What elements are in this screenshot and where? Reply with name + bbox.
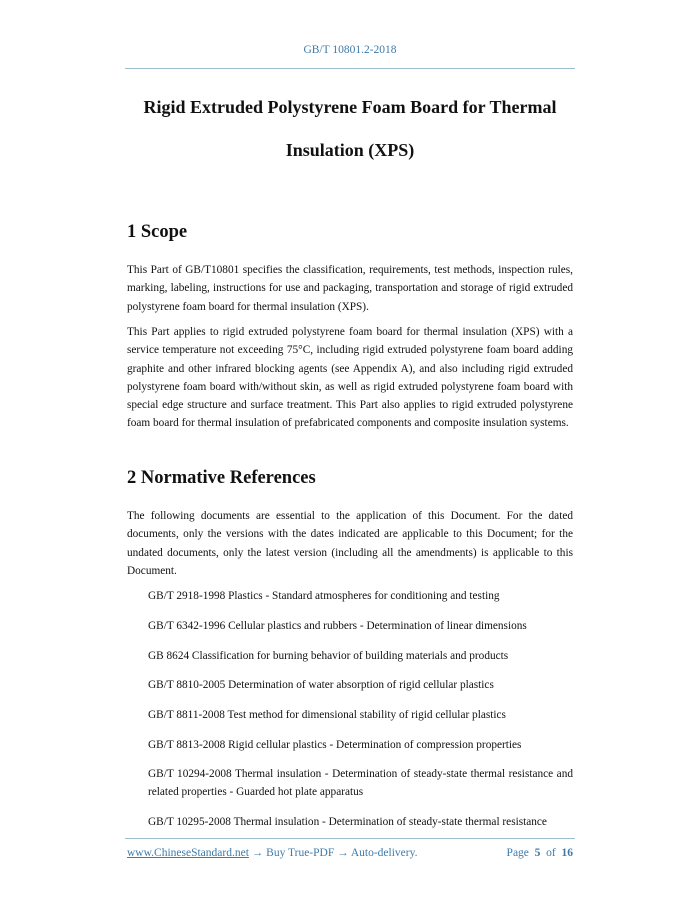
footer-promo [127,847,417,859]
total-pages: 16 [561,847,573,859]
reference-item: GB 8624 Classification for burning behavior of building materials and products [148,650,509,662]
page-label: Page [506,847,529,859]
scope-paragraph-1: This Part of GB/T10801 specifies the classification, requirements, test methods, inspection rules, marking, labeling, instructions for use and packaging, transportation and storage of rigid extruded polystyrene foam board for thermal insulation (XPS). [127,264,573,313]
current-page: 5 [534,847,541,859]
of-label: of [546,847,556,859]
document-title [100,86,600,172]
reference-item: GB/T 2918-1998 Plastics - Standard atmospheres for conditioning and testing [148,590,500,602]
page-indicator [507,847,573,859]
reference-item: GB/T 10294-2008 Thermal insulation - Determination of steady-state thermal resistance and related properties - Guarded hot plate apparatus [148,768,573,799]
website-link[interactable]: www.ChineseStandard.net [127,847,249,859]
title-line-1: Rigid Extruded Polystyrene Foam Board for Thermal [143,97,557,117]
reference-item: GB/T 10295-2008 Thermal insulation - Determination of steady-state thermal resistance [148,816,547,828]
title-line-2: Insulation (XPS) [285,140,415,160]
header-standard-code: GB/T 10801.2-2018 [303,44,397,56]
header-divider [125,68,575,69]
scope-paragraph-2: This Part applies to rigid extruded polystyrene foam board for thermal insulation (XPS) with a service temperature not exceeding 75°C, including rigid extruded polystyrene foam board adding graphite and other infrared blocking agents (see Appendix A), and also including rigid extruded polystyrene foam board with/without skin, as well as rigid extruded polystyrene foam board with special edge structure and surface treatment. This Part also applies to rigid extruded polystyrene foam board for thermal insulation of prefabricated components and composite insulation systems. [127,326,573,430]
footer-divider [125,838,575,839]
reference-item: GB/T 6342-1996 Cellular plastics and rubbers - Determination of linear dimensions [148,620,527,632]
footer-tagline: → Buy True-PDF → Auto-delivery. [248,847,418,859]
footer [127,847,573,859]
reference-item: GB/T 8813-2008 Rigid cellular plastics - Determination of compression properties [148,739,522,751]
reference-item: GB/T 8810-2005 Determination of water absorption of rigid cellular plastics [148,679,494,691]
references-intro-paragraph: The following documents are essential to the application of this Document. For the dated documents, only the versions with the dates indicated are applicable to this Document; for the undated documents, only the latest version (including all the amendments) is applicable to this Document. [127,510,573,577]
section-heading-normative-references: 2 Normative References [127,468,316,488]
section-heading-scope: 1 Scope [127,222,188,242]
reference-item: GB/T 8811-2008 Test method for dimensional stability of rigid cellular plastics [148,709,506,721]
